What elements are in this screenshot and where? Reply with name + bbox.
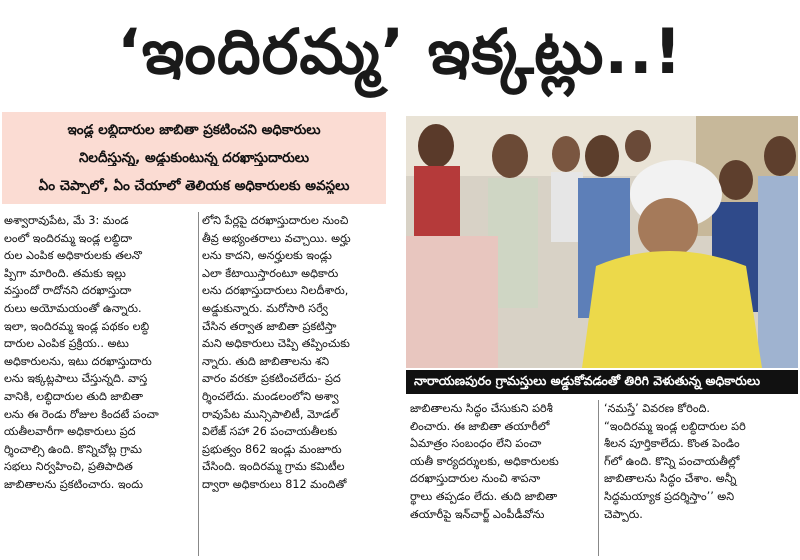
text-line: యతీలవారీగా అధికారులు ప్రద bbox=[4, 425, 136, 439]
text-line: వస్తుందో రాదోనని దరఖాస్తుదా bbox=[4, 284, 132, 298]
text-line: తయారీపై ఇన్‌చార్జ్ ఎంపీడీవోను bbox=[410, 507, 545, 521]
column-divider bbox=[198, 212, 199, 556]
text-line: ఎలా కేటాయిస్తారంటూ అధికారు bbox=[202, 266, 339, 280]
text-line: మని అధికారులు చెప్పి తప్పించుకు bbox=[202, 337, 350, 351]
text-line: జాబితాలను సిద్ధం చేశాం. అన్నీ bbox=[604, 472, 737, 486]
article-column-1 bbox=[4, 212, 194, 558]
text-line: యతీ కార్యదర్శులకు, అధికారులకు bbox=[410, 454, 559, 468]
text-line: రావుపేట మున్సిపాలిటీ, మోడల్ bbox=[202, 407, 339, 421]
text-line: ప్రభుత్వం 862 ఇండ్లు మంజూరు bbox=[202, 442, 342, 456]
text-line: అడ్డుకున్నారు. మరోసారి సర్వే bbox=[202, 301, 328, 315]
text-line: న్నారు. తుది జాబితాలను శని bbox=[202, 354, 330, 368]
text-line: తీవ్ర అభ్యంతరాలు వచ్చాయి. అర్హు bbox=[202, 231, 351, 245]
subheading-box bbox=[2, 112, 386, 204]
text-line: ఇలా, ఇందిరమ్మ ఇండ్ల పథకం లబ్ధి bbox=[4, 319, 150, 333]
text-line: లోని పేర్లపై దరఖాస్తుదారుల నుంచి bbox=[202, 214, 349, 227]
subheading-line-3: ఏం చెప్పాలో, ఏం చేయాలో తెలియక అధికారులకు అవస్థలు bbox=[38, 177, 350, 194]
article-column-4 bbox=[604, 400, 796, 558]
text-line: లంలో ఇందిరమ్మ ఇండ్ల లబ్ధిదా bbox=[4, 231, 133, 245]
text-line: ప్పిగా మారింది. తమకు ఇల్లు bbox=[4, 266, 126, 280]
article-column-2 bbox=[202, 212, 398, 558]
text-line: ర్శించలేదు. మండలంలోని అశ్వా bbox=[202, 389, 339, 403]
text-line: లించారు. ఈ జాబితా తయారీలో bbox=[410, 419, 550, 433]
text-line: ద్వారా అధికారులు 812 మందితో bbox=[202, 477, 347, 491]
text-line: చేసింది. ఇందిరమ్మ గ్రామ కమిటీల bbox=[202, 460, 345, 474]
text-line: జాబితాలను సిద్ధం చేసుకుని పరిశీ bbox=[410, 402, 553, 415]
text-line: ర్శించాల్సి ఉంది. కొన్నిచోట్ల గ్రామ bbox=[4, 442, 142, 456]
text-line: విలేజ్ సహా 26 పంచాయతీలకు bbox=[202, 425, 338, 439]
column-divider bbox=[598, 400, 599, 556]
text-line: జాబితాలను ప్రకటించారు. ఇందు bbox=[4, 477, 143, 491]
subheading-line-2: నిలదీస్తున్న, అడ్డుకుంటున్న దరఖాస్తుదారులు bbox=[78, 149, 310, 166]
text-line: లను ఈ రెండు రోజుల కిందటే పంచా bbox=[4, 407, 159, 421]
text-line: రులు అయోమయంతో ఉన్నారు. bbox=[4, 301, 142, 315]
text-line: వానికి, లబ్ధిదారుల తుది జాబితా bbox=[4, 389, 143, 403]
text-line: చెప్పారు. bbox=[604, 507, 643, 521]
text-line: దారుల ఎంపిక ప్రక్రియ.. అటు bbox=[4, 337, 129, 351]
text-line: సిద్ధమయ్యాక ప్రదర్శిస్తాం’’ అని bbox=[604, 489, 735, 503]
text-line: అశ్వారావుపేట, మే 3: మండ bbox=[4, 214, 129, 227]
text-line: సభలు నిర్వహించి, ప్రతిపాదిత bbox=[4, 460, 133, 474]
text-line: ర్థాలు తప్పడం లేదు. తుది జాబితా bbox=[410, 489, 558, 503]
text-line: లను ఇక్కట్లపాలు చేస్తున్నది. వాస్త bbox=[4, 372, 148, 386]
text-line: రుల ఎంపిక అధికారులకు తలనొ bbox=[4, 249, 142, 263]
officials-walking-photo bbox=[406, 116, 798, 368]
article-column-3 bbox=[410, 400, 594, 558]
text-line: గ్‌లో ఉంది. కొన్ని పంచాయతీల్లో bbox=[604, 454, 740, 468]
text-line: ఏమాత్రం సంబంధం లేని పంచా bbox=[410, 437, 542, 451]
text-line: వారం వరకూ ప్రకటించలేదు- ప్రద bbox=[202, 372, 341, 386]
text-line: చేసిన తర్వాత జాబితా ప్రకటిస్తా bbox=[202, 319, 337, 333]
text-line: ‘నమస్తే’ వివరణ కోరింది. bbox=[604, 402, 710, 415]
subheading-line-1: ఇండ్ల లబ్ధిదారుల జాబితా ప్రకటించని అధికారులు bbox=[67, 121, 321, 138]
text-line: అధికారులను, ఇటు దరఖాస్తుదారు bbox=[4, 354, 152, 368]
text-line: లను దరఖాస్తుదారులు నిలదీశారు, bbox=[202, 284, 349, 298]
photo-caption: నారాయణపురం గ్రామస్తులు అడ్డుకోవడంతో తిరిగి వెళుతున్న అధికారులు bbox=[406, 370, 798, 394]
news-photo bbox=[406, 116, 798, 368]
text-line: శీలన పూర్తికాలేదు. కొంత పెండిం bbox=[604, 437, 740, 451]
text-line: లను కాదని, అనర్హులకు ఇండ్లు bbox=[202, 249, 332, 263]
headline: ‘ఇందిరమ్మ’ ఇక్కట్లు..! bbox=[117, 15, 683, 88]
text-line: “ఇందిరమ్మ ఇండ్ల లబ్ధిదారుల పరి bbox=[604, 419, 746, 433]
text-line: దరఖాస్తుదారుల నుంచి శాపనా bbox=[410, 472, 541, 486]
